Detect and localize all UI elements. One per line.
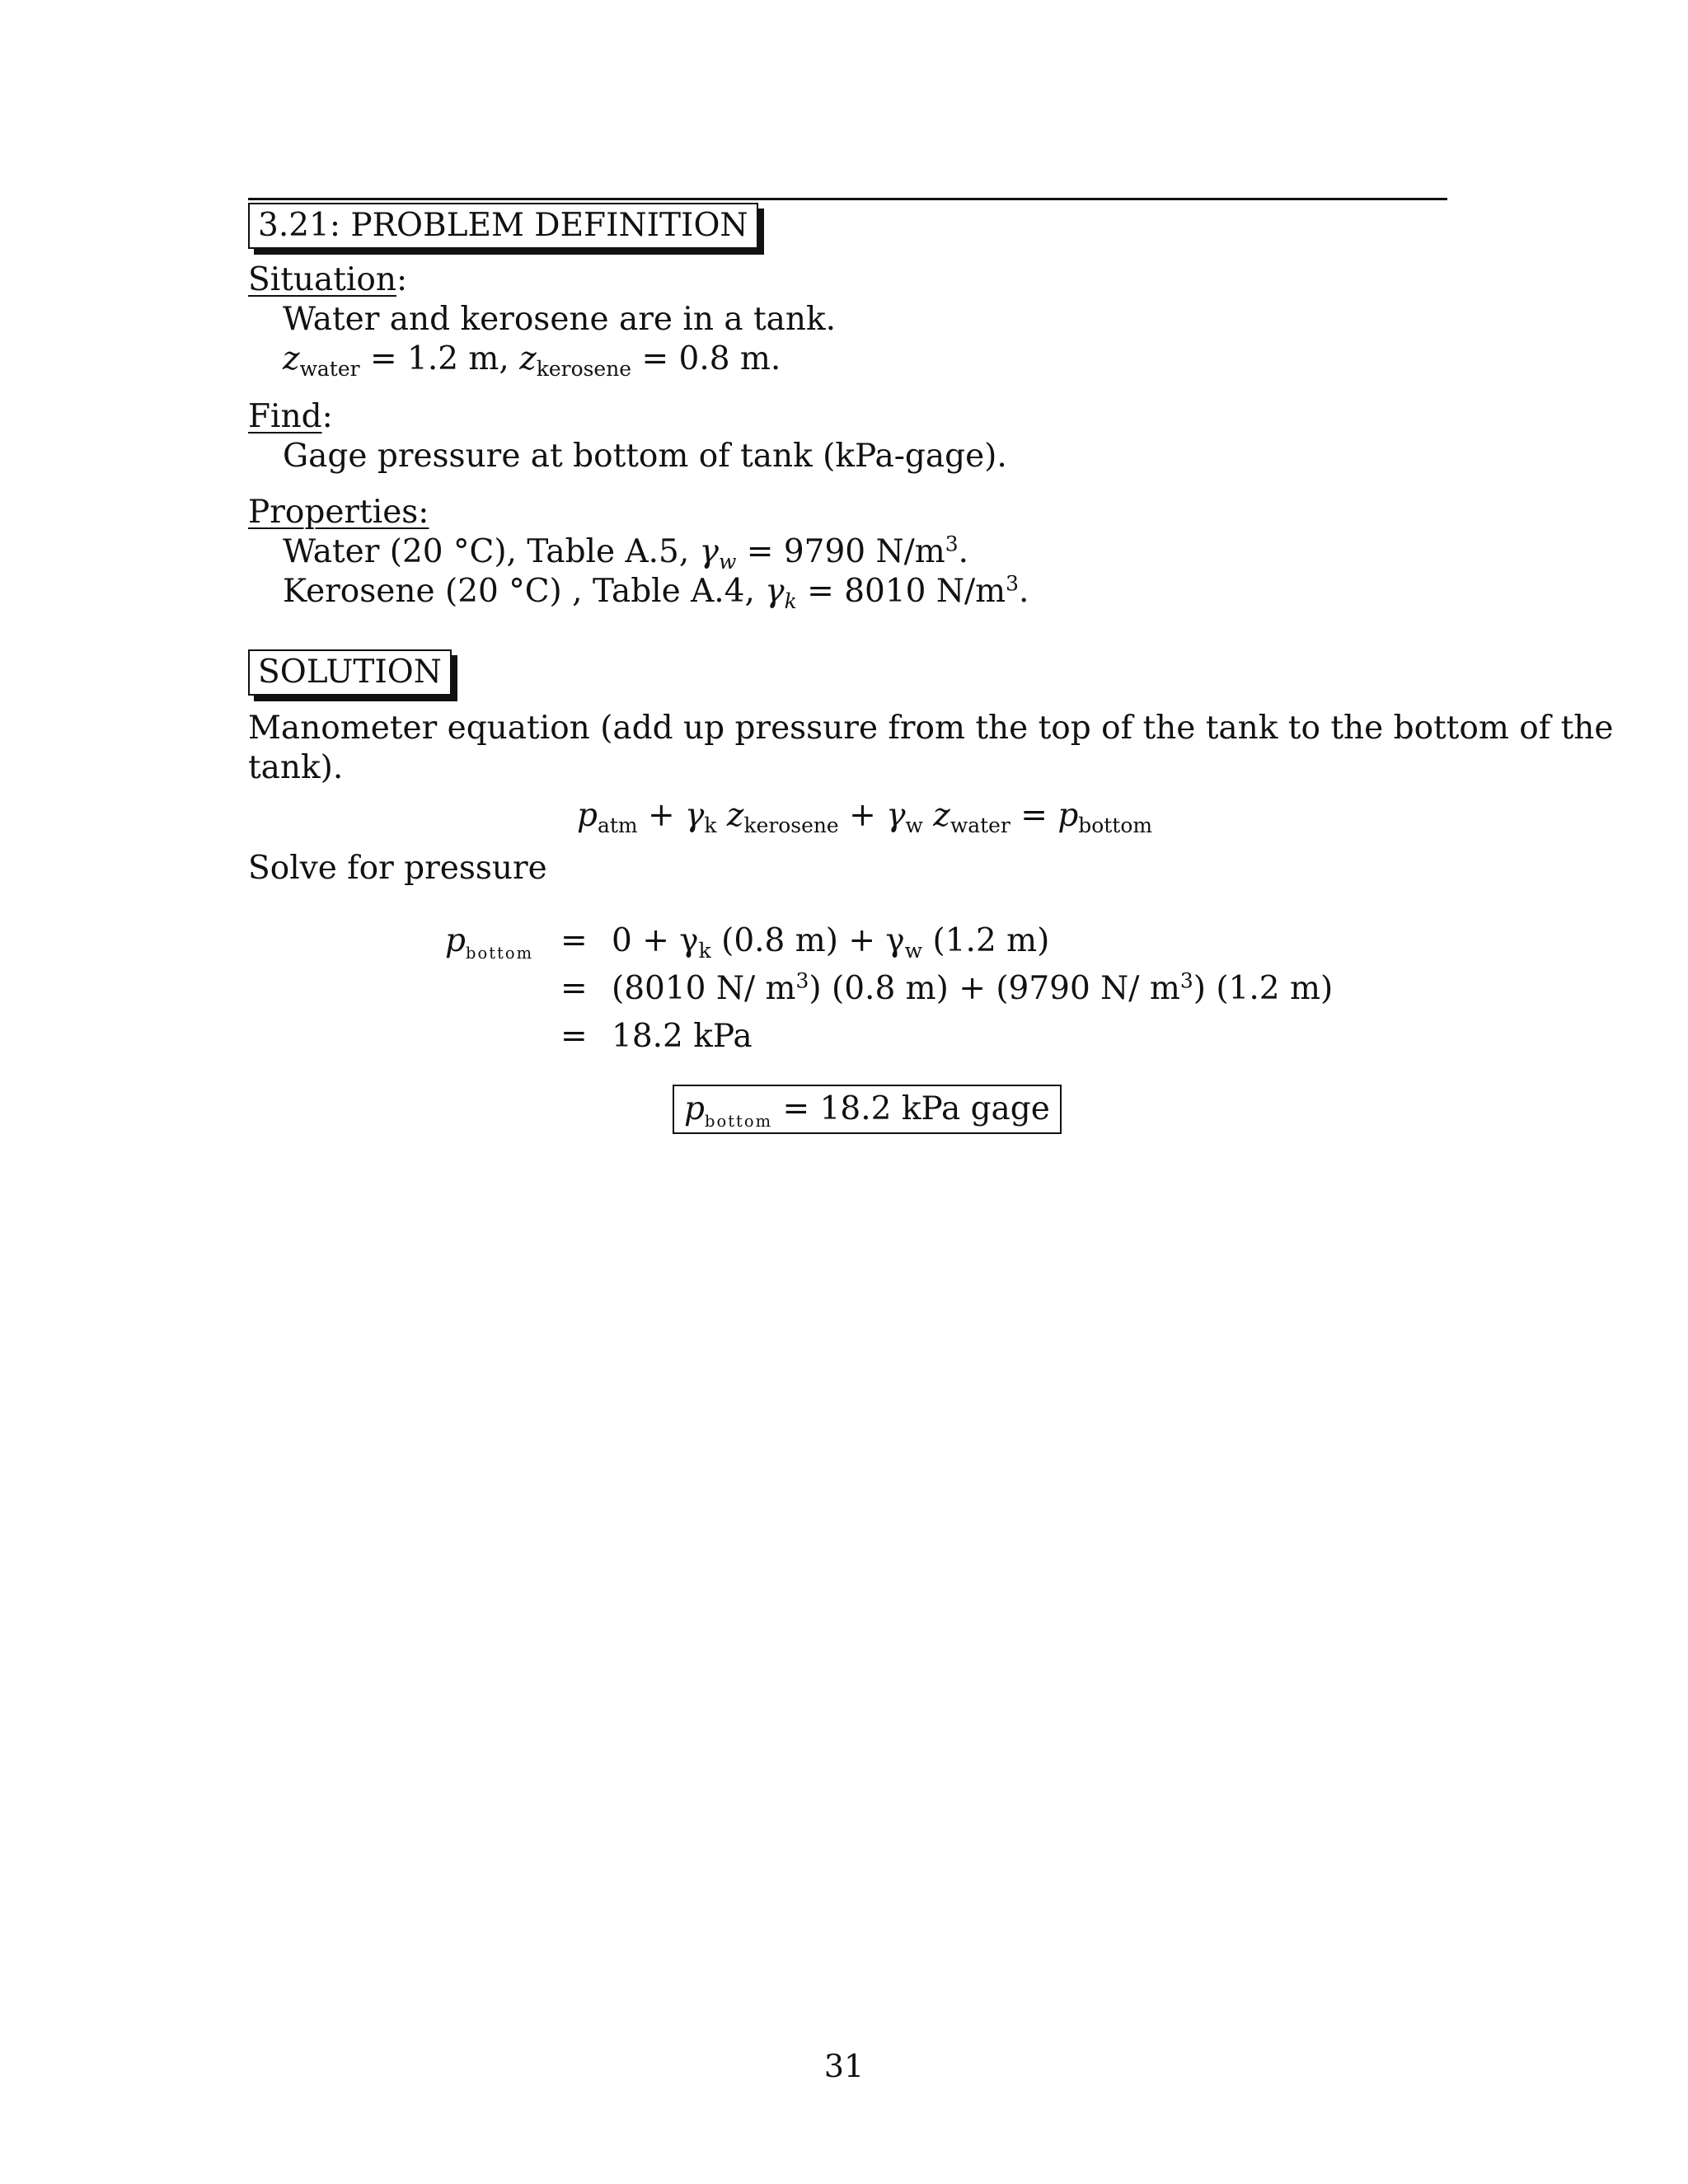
situation-heights: $z_{water} = 1.2$ m, $z_{kerosene} = 0.8$ m. bbox=[283, 340, 781, 381]
problem-heading: 3.21: PROBLEM DEFINITION bbox=[258, 207, 748, 244]
situation-label-line: Situation: bbox=[248, 261, 408, 298]
step3-equals: = bbox=[560, 1018, 588, 1055]
solution-intro-line1: Manometer equation (add up pressure from the top of the tank to the bottom of the bbox=[248, 710, 1614, 747]
kerosene-property: Kerosene (20 °C) , Table A.4, $\gamma_k = 8010$ $N/m^3$. bbox=[283, 571, 1029, 613]
step1-equals: = bbox=[560, 922, 588, 959]
page-number: 31 bbox=[823, 2048, 865, 2084]
step3: 18.2 kPa bbox=[612, 1018, 753, 1055]
p-bottom-lhs: $p_{bottom}$ bbox=[445, 922, 534, 963]
find-text: Gage pressure at bottom of tank (kPa-gage). bbox=[283, 438, 1007, 475]
final-answer: = 18.2 kPa gage bbox=[782, 1090, 1050, 1127]
step1: $0 + \gamma_k$ (0.8 $m) + \gamma_w$ (1.2 m) bbox=[612, 922, 1050, 963]
solve-text: Solve for pressure bbox=[248, 850, 547, 887]
final-answer-box: $p_{bottom} = 18.2$ kPa gage bbox=[673, 1085, 1062, 1134]
step2: (8010 N/ $m^3$) (0.8 m) + (9790 N/ $m^3$) (1.2 m) bbox=[612, 968, 1334, 1007]
problem-heading-box bbox=[248, 203, 758, 249]
solution-heading-box bbox=[248, 649, 452, 696]
find-label-line: Find: bbox=[248, 398, 333, 435]
water-property: Water (20 °C), Table A.5, $\gamma_w = 9790$ $N/m^3$. bbox=[283, 532, 969, 574]
situation-text: Water and kerosene are in a tank. bbox=[283, 301, 837, 338]
step2-equals: = bbox=[560, 970, 588, 1007]
solution-heading: SOLUTION bbox=[258, 654, 442, 691]
top-rule bbox=[248, 198, 1447, 200]
solution-intro-line2: tank). bbox=[248, 749, 344, 786]
find-label: Find bbox=[248, 398, 322, 435]
manometer-equation: $p_{atm} + \gamma_k$ $z_{kerosene} + \gamma_w$ $z_{water} = p_{bottom}$ bbox=[577, 797, 1153, 837]
situation-label: Situation bbox=[248, 261, 396, 298]
properties-label: Properties: bbox=[248, 494, 429, 531]
